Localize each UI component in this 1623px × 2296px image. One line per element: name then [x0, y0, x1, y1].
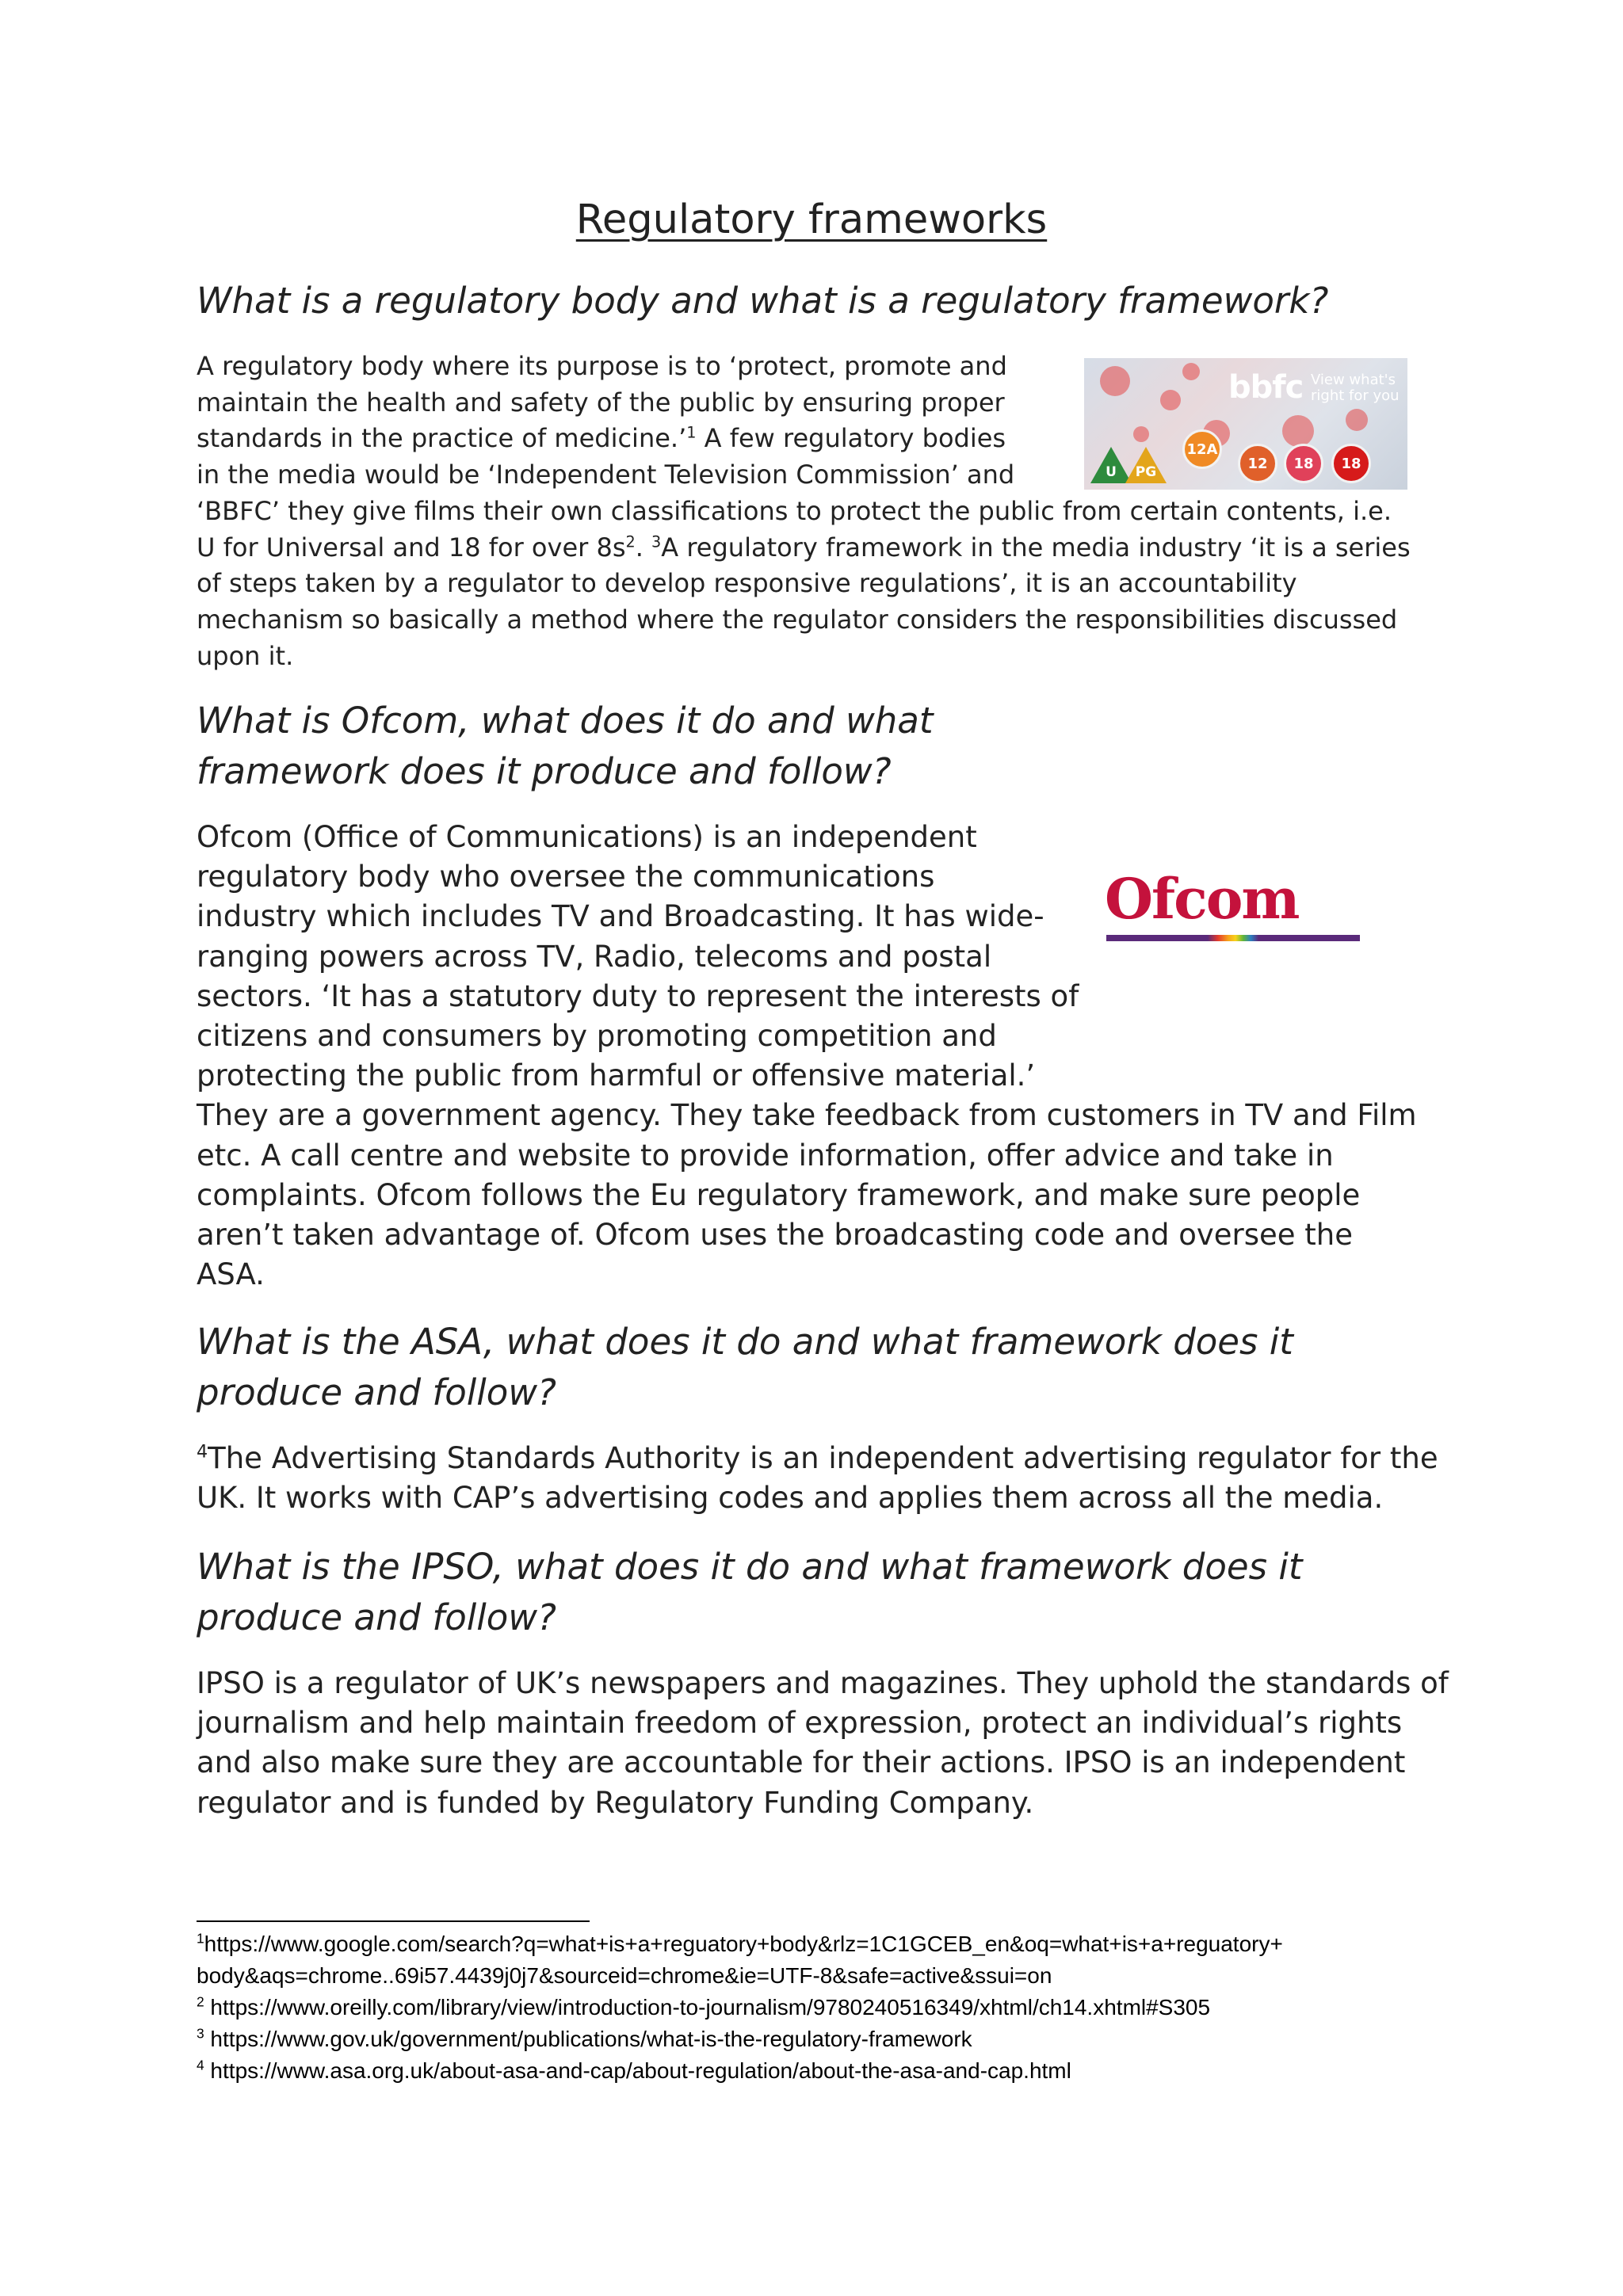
footnote-link[interactable]: body&aqs=chrome..69i57.4439j0j7&sourceid=chrome&ie=UTF-8&safe=active&ssui=on [197, 1963, 1052, 1988]
body-line: industry which includes TV and Broadcasting. It has wide- [197, 899, 1044, 934]
ofcom-wordmark: Ofcom [1105, 866, 1299, 932]
footnote-4: $^4$ https://www.asa.org.uk/about-asa-and-cap/about-regulation/about-the-asa-and-cap.html [197, 2057, 1071, 2083]
body-line: upon it. [197, 640, 294, 671]
body-line: complaints. Ofcom follows the Eu regulatory framework, and make sure people [197, 1177, 1361, 1212]
rating-u-label: U [1106, 464, 1117, 480]
body-line: ASA. [197, 1257, 265, 1292]
footnote-1: $^1$https://www.google.com/search?q=what+is+a+reguatory+body&rlz=1C1GCEB_en&oq=what+is+a+reguatory+ [197, 1930, 1283, 1956]
footnote-1-continued [197, 1960, 1433, 1992]
body-line: protecting the public from harmful or offensive material.’ [197, 1058, 1036, 1093]
footnote-link[interactable]: https://www.asa.org.uk/about-asa-and-cap/about-regulation/about-the-asa-and-cap.html [204, 2058, 1071, 2083]
footnote-2: $^2$ https://www.oreilly.com/library/view/introduction-to-journalism/9780240516349/xhtml/ch14.xhtml#S305 [197, 1993, 1211, 2019]
heading-line: What is Ofcom, what does it do and what [197, 700, 934, 742]
rating-pg-label: PG [1135, 464, 1157, 480]
body-line: aren’t taken advantage of. Ofcom uses the broadcasting code and oversee the [197, 1218, 1354, 1253]
body-line: regulator and is funded by Regulatory Funding Company. [197, 1785, 1034, 1820]
body-line: standards in the practice of medicine.’$^1$ A few regulatory bodies [197, 423, 1006, 454]
body-line: They are a government agency. They take feedback from customers in TV and Film [197, 1098, 1417, 1133]
section-body-asa [197, 1439, 1438, 1518]
page-title: Regulatory frameworks [575, 196, 1048, 243]
footnote-ref: 3 [651, 532, 662, 551]
rating-18-icon: 18 [1331, 444, 1371, 483]
body-line: mechanism so basically a method where the regulator considers the responsibilities discussed [197, 604, 1398, 635]
heading-line: What is the ASA, what does it do and what framework does it [197, 1321, 1293, 1363]
footnote-ref: 2 [625, 532, 636, 551]
footnote-3: $^3$ https://www.gov.uk/government/publications/what-is-the-regulatory-framework [197, 2025, 972, 2051]
section-heading-ofcom [197, 696, 1433, 797]
footnote-link[interactable]: https://www.google.com/search?q=what+is+a+reguatory+body&rlz=1C1GCEB_en&oq=what+is+a+reguatory+ [204, 1932, 1283, 1956]
body-line: ranging powers across TV, Radio, telecoms and postal [197, 939, 992, 974]
body-line: journalism and help maintain freedom of expression, protect an individual’s rights [197, 1706, 1403, 1741]
footnote-link[interactable]: https://www.gov.uk/government/publications/what-is-the-regulatory-framework [204, 2027, 972, 2051]
heading-line: produce and follow? [197, 1596, 556, 1638]
body-line: U for Universal and 18 for over $8s^2$. $^3$A regulatory framework in the media industry ‘it is a series [197, 532, 1411, 563]
body-line: in the media would be ‘Independent Television Commission’ and [197, 460, 1015, 490]
section-body-regulatory-body [197, 349, 1433, 674]
rating-12-icon: 12 [1238, 444, 1277, 483]
section-body-ofcom [197, 818, 1433, 1295]
body-line: etc. A call centre and website to provide information, offer advice and take in [197, 1138, 1334, 1173]
footnote-ref: 1 [686, 423, 697, 442]
footnote-ref: 4 [197, 1441, 208, 1463]
body-line: maintain the health and safety of the public by ensuring proper [197, 387, 1005, 418]
footnote-separator [197, 1920, 590, 1922]
body-line: $^4$The Advertising Standards Authority is an independent advertising regulator for the [197, 1441, 1438, 1475]
body-line: A regulatory body where its purpose is to ‘protect, promote and [197, 351, 1007, 381]
section-body-ipso [197, 1664, 1449, 1823]
bbfc-logo: bbfc [1228, 369, 1304, 406]
rating-15-icon: 18 [1284, 444, 1323, 483]
bbfc-tagline: View what's right for you [1311, 372, 1400, 404]
body-line: citizens and consumers by promoting competition and [197, 1019, 997, 1054]
rating-12a-icon: 12A [1182, 429, 1222, 469]
body-line: sectors. ‘It has a statutory duty to represent the interests of [197, 978, 1079, 1013]
body-line: IPSO is a regulator of UK’s newspapers and magazines. They uphold the standards of [197, 1666, 1449, 1700]
footnotes [197, 1928, 1433, 2087]
heading-line: What is a regulatory body and what is a regulatory framework? [197, 280, 1329, 322]
heading-line: What is the IPSO, what does it do and what framework does it [197, 1546, 1303, 1588]
body-line: Ofcom (Office of Communications) is an independent [197, 820, 977, 854]
section-heading-asa [197, 1317, 1433, 1418]
body-line: of steps taken by a regulator to develop responsive regulations’, it is an accountability [197, 568, 1297, 599]
body-line: ‘BBFC’ they give films their own classifications to protect the public from certain contents, i.e. [197, 495, 1392, 526]
body-line: and also make sure they are accountable for their actions. IPSO is an independent [197, 1745, 1406, 1780]
heading-line: produce and follow? [197, 1371, 556, 1413]
body-line: regulatory body who oversee the communications [197, 860, 935, 894]
section-heading-ipso [197, 1542, 1433, 1643]
body-line: UK. It works with CAP’s advertising codes and applies them across all the media. [197, 1481, 1384, 1516]
heading-line: framework does it produce and follow? [197, 750, 892, 792]
section-heading-regulatory-body [197, 276, 1433, 326]
footnote-link[interactable]: https://www.oreilly.com/library/view/introduction-to-journalism/9780240516349/xhtml/ch14.xhtml#S305 [204, 1995, 1211, 2019]
